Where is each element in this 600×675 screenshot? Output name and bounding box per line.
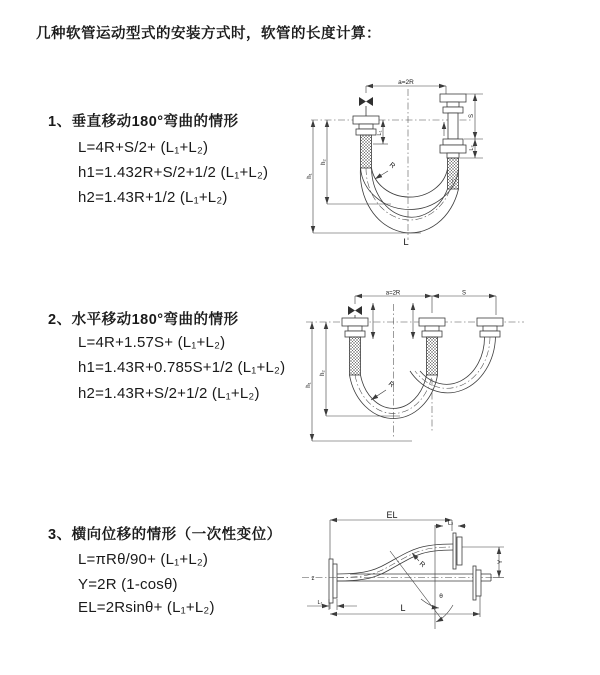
radius-label: R (417, 560, 427, 570)
section3-formula-3: EL=2Rsinθ+ (L₁+L₂) (78, 599, 215, 616)
section1-formula-1: L=4R+S/2+ (L₁+L₂) (78, 139, 209, 156)
dim-label-l2: L₂ (447, 520, 454, 527)
dim-label-s: S (461, 290, 467, 297)
length-label: L (400, 603, 406, 613)
break-mark: z (311, 576, 315, 582)
dim-label-h2: h₂ (321, 159, 327, 165)
section2-formula-1: L=4R+1.57S+ (L₁+L₂) (78, 334, 226, 351)
section1-formula-3: h2=1.43R+1/2 (L₁+L₂) (78, 189, 228, 206)
section2-formula-3: h2=1.43R+S/2+1/2 (L₁+L₂) (78, 385, 260, 402)
length-label: L (403, 237, 409, 248)
dim-label-s: S (469, 113, 475, 119)
angle-label: θ (439, 593, 443, 600)
section1-formula-2: h1=1.432R+S/2+1/2 (L₁+L₂) (78, 164, 269, 181)
section3-heading: 3、横向位移的情形（一次性变位） (48, 527, 282, 543)
section3-formula-1: L=πRθ/90+ (L₁+L₂) (78, 551, 209, 568)
valve-icon (359, 97, 373, 106)
dim-label-h1: h₁ (307, 173, 313, 179)
dim-label-h1: h₁ (306, 382, 312, 388)
dim-label-l1: L₁ (317, 600, 323, 606)
radius-label: R (387, 161, 397, 171)
diagram-vertical-180-bend (303, 76, 488, 248)
section3-formula-2: Y=2R (1-cosθ) (78, 576, 178, 593)
dim-label-h2: h₂ (320, 370, 326, 376)
section2-heading: 2、水平移动180°弯曲的情形 (48, 312, 239, 328)
dim-label-el: EL (386, 511, 398, 520)
section2-formula-2: h1=1.43R+0.785S+1/2 (L₁+L₂) (78, 359, 286, 376)
hose-braid-left (361, 135, 372, 168)
dim-label-l1: L₁ (377, 130, 383, 136)
hose-braid-left (350, 337, 361, 375)
dim-label-y: Y (497, 559, 504, 565)
valve-icon (348, 306, 362, 315)
dim-label-l2: L₂ (469, 145, 475, 151)
diagram-lateral-displacement (295, 511, 560, 633)
dim-label-a2r: a=2R (398, 79, 414, 86)
hose-braid-middle (427, 337, 438, 375)
page-title: 几种软管运动型式的安装方式时，软管的长度计算： (36, 26, 381, 42)
section1-heading: 1、垂直移动180°弯曲的情形 (48, 114, 239, 130)
dim-label-a2r: a=2R (385, 290, 401, 297)
hose-braid-right (448, 158, 459, 189)
diagram-horizontal-180-bend (300, 289, 530, 449)
radius-label: R (386, 380, 396, 390)
